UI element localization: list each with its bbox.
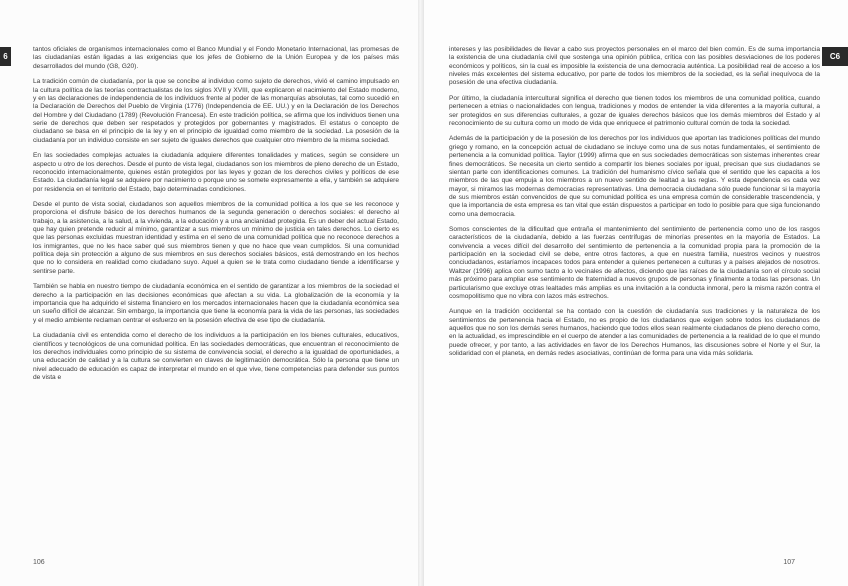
left-text-column — [33, 46, 399, 390]
page-number-left: 106 — [33, 559, 45, 566]
paragraph: Desde el punto de vista social, ciudadanos son aquellos miembros de la comunidad política a los que se les reconoce y proporciona el disfrute básico de los derechos humanos de la segunda generación o derechos sociales: el derecho al trabajo, a la asistencia, a la salud, a la vivienda, a la educación y a una ancianidad protegida. Es un deber del actual Estado, que hay quien pretende reducir al mínimo, garantizar a sus miembros un mínimo de justicia en tales derechos. Lo cierto es que las personas excluidas muestran identidad y estima en el seno de una comunidad política que no reconoce derechos a los inmigrantes, que no les hace saber qué sus miembros tienen y que no hace que vean cumplidos. Si una comunidad política deja sin protección a alguno de sus miembros en sus derechos sociales básicos, está demostrando en los hechos que no lo considera en realidad como ciudadano suyo. Aquel a quien se le trata como ciudadano tiende a identificarse y sentirse parte. — [33, 201, 399, 275]
paragraph: Además de la participación y de la posesión de los derechos por los individuos que aportan las tradiciones políticas del mundo griego y romano, en la concepción actual de ciudadano se incluye como una de sus notas fundamentales, el sentimiento de pertenencia a la comunidad política. Taylor (1999) afirma que en sus sociedades democráticas son sistemas inherentes crear fines democráticos. Se necesita un cierto sentido a compartir los bienes sociales por igual, precisan que sus ciudadanos se sientan parte con identificaciones comunes. La tradición del humanismo cívico señala que el sentido que les capacita a los miembros de las que empuja a los miembros a un nuevo sentido de lealtad a las reglas. Y esta dependencia es cada vez mayor, si miramos las modernas democracias representativas. Una democracia ciudadana sólo puede funcionar si la mayoría de sus miembros están convencidos de que su comunidad política es una empresa común de considerable trascendencia, y que la importancia de esta empresa es tan vital que están dispuestos a participar en todo lo posible para que siga funcionando como una democracia. — [449, 135, 820, 218]
chapter-tab-label: 6 — [3, 51, 8, 61]
page-number-right: 107 — [783, 559, 795, 566]
left-page — [0, 0, 418, 586]
paragraph: La tradición común de ciudadanía, por la que se concibe al individuo como sujeto de derechos, vivió el camino impulsado en la cultura política de las teorías contractualistas de los siglos XVII y XVIII, que explicaron el nacimiento del Estado moderno, y en las declaraciones de independencia de los individuos frente al poder de las monarquías absolutas, tal como sucedió en la Declaración de Derechos del Pueblo de Virginia (1776) (Independencia de EE. UU.) y en la Declaración de los Derechos del Hombre y del Ciudadano (1789) (Revolución Francesa). En este tradición política, se afirma que los individuos tienen una serie de derechos que deben ser respetados y protegidos por gobernantes y magistrados. El estatus o concepto de ciudadano se basa en el principio de la ley y en el principio de igualdad como miembro de la sociedad. La posesión de la ciudadanía por un individuo consiste en ser sujeto de iguales derechos que cualquier otro miembro de la misma sociedad. — [33, 78, 399, 144]
paragraph: También se habla en nuestro tiempo de ciudadanía económica en el sentido de garantizar a los miembros de la sociedad el derecho a la participación en las decisiones económicas que afectan a su vida. La globalización de la economía y la importancia que ha adquirido el sistema financiero en los mercados internacionales hacen que la ciudadanía económica sea un sueño difícil de alcanzar. Sin embargo, la importancia que tiene la economía para la vida de las personas, las sociedades y el medio ambiente reclaman centrar el esfuerzo en la posesión efectiva de ese tipo de ciudadanía. — [33, 283, 399, 324]
right-page — [424, 0, 848, 586]
chapter-tab-label: C6 — [829, 51, 841, 61]
chapter-tab-right — [822, 47, 848, 66]
right-text-column — [449, 46, 820, 366]
paragraph: Por último, la ciudadanía intercultural significa el derecho que tienen todos los miembros de una comunidad política, cuando pertenecen a etnias o nacionalidades con lengua, tradiciones y modos de entender la vida diferentes a la mayoría cultural, a ser protegidos en sus diferencias culturales, a gozar de iguales derechos básicos que los demás miembros del Estado y al reconocimiento de su cultura como un modo de vida que enriquece el patrimonio cultural común de toda la sociedad. — [449, 94, 820, 127]
paragraph: En las sociedades complejas actuales la ciudadanía adquiere diferentes tonalidades y matices, según se considere un aspecto u otro de los derechos. Desde el punto de vista legal, ciudadanos son los miembros de pleno derecho de un Estado, reconocido internacionalmente, quienes están protegidos por las leyes y gozan de los derechos civiles y políticos de ese Estado. La ciudadanía legal se adquiere por nacimiento o porque uno se somete expresamente a ella, y también se adquiere por residencia en el territorio del Estado, bajo determinadas condiciones. — [33, 152, 399, 193]
paragraph: intereses y las posibilidades de llevar a cabo sus proyectos personales en el marco del bien común. Es de suma importancia la existencia de una ciudadanía civil que sostenga una opinión pública, crítica con las posibles desviaciones de los poderes económicos y políticos, sin la cual es imposible la existencia de una democracia auténtica. La posibilidad real de acceso a los niveles más excelentes del sistema educativo, por parte de todos los miembros de la sociedad, es la señal inequívoca de la posesión de una efectiva ciudadanía. — [449, 46, 820, 87]
paragraph: Somos conscientes de la dificultad que entraña el mantenimiento del sentimiento de pertenencia como uno de los rasgos característicos de la ciudadanía, debido a las fuerzas centrífugas de minorías presentes en la mayoría de Estados. La convivencia a veces difícil del desarrollo del sentimiento de pertenencia a la comunidad propia para la promoción de la participación en la sociedad civil se debe, entre otros factores, a que en nuestra familia, nuestros vecinos y nuestros conciudadanos, estaríamos incapaces todos para entender a quienes pertenecen a culturas y a países alejados de nosotros. Waltzer (1996) aplica con sumo tacto a lo vecinales de afectos, diciendo que las raíces de la ciudadanía son el círculo social más próximo para ampliar ese sentimiento de fraternidad a nuevos grupos de personas y finalmente a todas las personas. Un particularismo que excluye otras lealtades más amplias es una invitación a la conducta inmoral, pero la misma razón contra el cosmopolitismo que no vibra con lazos más estrechos. — [449, 226, 820, 300]
paragraph: Aunque en la tradición occidental se ha contado con la cuestión de ciudadanía sus tradiciones y la naturaleza de los sentimientos de pertenencia hacia el Estado, no es propio de los ciudadanos que exigen sobre todos los ciudadanos de aquellos que no son los demás seres humanos, haciendo que todos ellos sean realmente ciudadanos de pleno derecho como, en la actualidad, es imprescindible en el cuerpo de atender a las comunidades de pertenencia a la realidad de lo que el mundo puede ofrecer, y por tanto, a las actividades en favor de los Derechos Humanos, las discusiones sobre el Norte y el Sur, la solidaridad con el planeta, en demás redes asociativas, continúan de forma para una vida más solidaria. — [449, 308, 820, 358]
chapter-tab-left — [0, 47, 11, 66]
paragraph: La ciudadanía civil es entendida como el derecho de los individuos a la participación en los bienes culturales, educativos, científicos y tecnológicos de una comunidad política. En las sociedades democráticas, que encuentran el reconocimiento de los derechos individuales como principio de su sistema de convivencia social, el derecho a la igualdad de oportunidades, a una educación de calidad y a la cultura se convierten en claves de legitimación democrática. Sólo la persona que tiene un nivel adecuado de educación es capaz de interpretar el mundo en el que vive, tiene competencias para defender sus puntos de vista e — [33, 332, 399, 381]
paragraph: tantos oficiales de organismos internacionales como el Banco Mundial y el Fondo Monetario Internacional, las promesas de las ciudadanías están ligadas a las exigencias que los jefes de Gobierno de la Unión Europea y de los países más desarrollados del mundo (G8, G20). — [33, 46, 399, 70]
